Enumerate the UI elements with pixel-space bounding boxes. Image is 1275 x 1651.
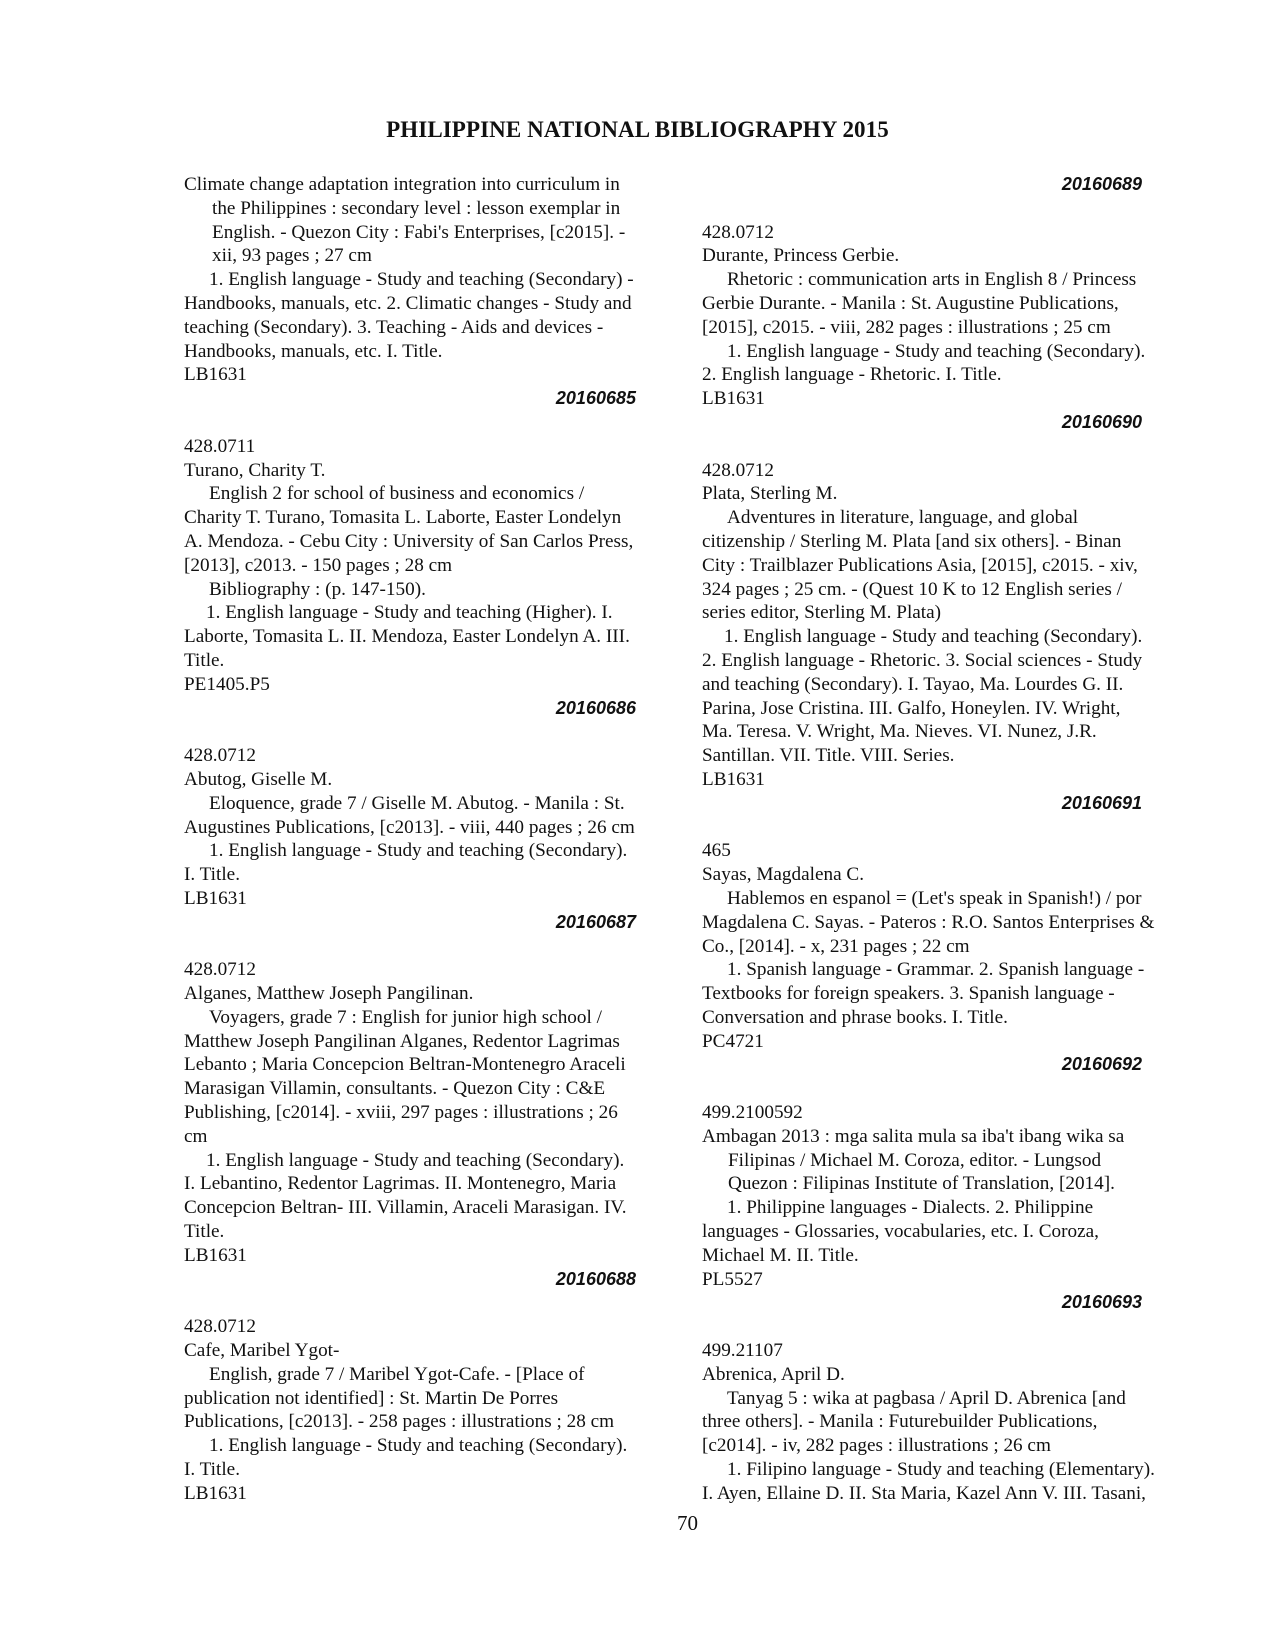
entry-line: languages - Glossaries, vocabularies, etc. I. Coroza, [702,1221,1099,1243]
entry-line: Filipinas / Michael M. Coroza, editor. - Lungsod [728,1149,1102,1171]
entry-line: Parina, Jose Cristina. III. Galfo, Honeylen. IV. Wright, [702,697,1121,719]
entry-line: Handbooks, manuals, etc. I. Title. [184,340,443,362]
entry-line: I. Lebantino, Redentor Lagrimas. II. Montenegro, Maria [184,1173,617,1195]
entry-line: Climate change adaptation integration into curriculum in [184,174,620,195]
bibliographic-entry [702,839,1194,1077]
bibliographic-entry [702,1339,1194,1506]
accession-number: 20160693 [1061,1292,1142,1313]
entry-line: series editor, Sterling M. Plata) [702,602,942,624]
entry-line: Tanyag 5 : wika at pagbasa / April D. Abrenica [and [727,1387,1126,1409]
left-column [184,173,674,1506]
author-heading: Abrenica, April D. [702,1363,845,1385]
entry-line: Santillan. VII. Title. VIII. Series. [702,745,955,767]
entry-line: I. Title. [184,864,240,886]
entry-line: Handbooks, manuals, etc. 2. Climatic changes - Study and [184,292,632,314]
entry-line: 1. Filipino language - Study and teaching (Elementary). [727,1459,1155,1481]
entry-line: 1. Spanish language - Grammar. 2. Spanish language - [727,959,1145,981]
bibliographic-entry [702,221,1194,435]
entry-line: 1. Philippine languages - Dialects. 2. Philippine [727,1197,1094,1219]
entry-line: Title. [184,649,225,671]
entry-line: English 2 for school of business and economics / [209,483,585,505]
entry-line: [2013], c2013. - 150 pages ; 28 cm [184,554,453,576]
entry-line: [c2014]. - iv, 282 pages : illustrations ; 26 cm [702,1435,1051,1457]
accession-number: 20160691 [1061,792,1142,813]
entry-line: Adventures in literature, language, and global [727,507,1079,529]
author-heading: Sayas, Magdalena C. [702,864,864,886]
entry-line: Publishing, [c2014]. - xviii, 297 pages : illustrations ; 26 [184,1102,618,1124]
entry-line: 2. English language - Rhetoric. I. Title. [702,364,1002,386]
entry-line: 1. English language - Study and teaching (Secondary). [209,840,628,862]
entry-line: 1. English language - Study and teaching (Secondary). [727,340,1146,362]
accession-number: 20160692 [1061,1054,1142,1075]
bibliographic-entry [184,173,674,411]
entry-line: Charity T. Turano, Tomasita L. Laborte, Easter Londelyn [184,507,622,529]
entry-line: three others]. - Manila : Futurebuilder Publications, [702,1411,1098,1433]
bibliographic-entry [702,1101,1194,1315]
entry-line: Conversation and phrase books. I. Title. [702,1006,1008,1028]
classification-number: 428.0712 [184,745,256,767]
author-heading: Abutog, Giselle M. [184,768,333,790]
call-number: LB1631 [184,887,247,909]
classification-number: 428.0711 [184,435,256,457]
entry-line: Textbooks for foreign speakers. 3. Spanish language - [702,983,1115,1005]
entry-line: 1. English language - Study and teaching (Secondary). [209,1435,628,1457]
entry-line: City : Trailblazer Publications Asia, [2015], c2015. - xiv, [702,554,1138,576]
author-heading: Cafe, Maribel Ygot- [184,1340,340,1362]
entry-line: Co., [2014]. - x, 231 pages ; 22 cm [702,935,970,957]
entry-line: Lebanto ; Maria Concepcion Beltran-Montenegro Araceli [184,1054,626,1076]
entry-line: Quezon : Filipinas Institute of Translation, [2014]. [728,1173,1115,1195]
entry-line: Eloquence, grade 7 / Giselle M. Abutog. - Manila : St. [209,792,625,814]
entry-line: xii, 93 pages ; 27 cm [212,245,372,267]
entry-line: citizenship / Sterling M. Plata [and six others]. - Binan [702,530,1122,552]
call-number: LB1631 [702,768,765,790]
call-number: LB1631 [184,364,247,386]
classification-number: 428.0712 [184,959,256,981]
classification-number: 465 [702,840,731,862]
bibliographic-entry [702,459,1194,816]
entry-line: Gerbie Durante. - Manila : St. Augustine Publications, [702,292,1119,314]
right-column [702,173,1194,1506]
entry-line: A. Mendoza. - Cebu City : University of San Carlos Press, [184,530,634,552]
accession-number: 20160685 [555,388,636,409]
author-heading: Alganes, Matthew Joseph Pangilinan. [184,983,474,1005]
call-number: LB1631 [184,1244,247,1266]
entry-line: 1. English language - Study and teaching (Secondary). [206,1149,625,1171]
call-number: PL5527 [702,1268,763,1290]
title-heading: Ambagan 2013 : mga salita mula sa iba't ibang wika sa [702,1125,1125,1147]
bibliographic-entry [184,958,674,1291]
entry-line: Marasigan Villamin, consultants. - Quezon City : C&E [184,1078,606,1100]
page-number: 70 [677,1511,698,1535]
accession-number: 20160688 [555,1268,636,1289]
entry-line: Magdalena C. Sayas. - Pateros : R.O. Santos Enterprises & [702,911,1155,933]
accession-number: 20160686 [555,697,636,718]
entry-line: Bibliography : (p. 147-150). [209,578,426,600]
entry-line: 1. English language - Study and teaching (Secondary) - [209,269,634,291]
author-heading: Plata, Sterling M. [702,483,838,505]
entry-line: Laborte, Tomasita L. II. Mendoza, Easter Londelyn A. III. [184,626,630,648]
entry-line: Hablemos en espanol = (Let's speak in Spanish!) / por [727,887,1142,909]
entry-line: cm [184,1125,208,1147]
bibliographic-entry [184,744,674,934]
accession-number: 20160687 [555,911,636,932]
entry-line: English, grade 7 / Maribel Ygot-Cafe. - [Place of [209,1363,585,1385]
author-heading: Durante, Princess Gerbie. [702,245,900,267]
classification-number: 499.21107 [702,1340,783,1362]
bibliographic-entry [184,435,674,721]
entry-line: publication not identified] : St. Martin De Porres [184,1387,559,1409]
call-number: PC4721 [702,1030,764,1052]
entry-line: 1. English language - Study and teaching (Secondary). [724,626,1143,648]
entry-line: I. Ayen, Ellaine D. II. Sta Maria, Kazel Ann V. III. Tasani, [702,1482,1146,1504]
author-heading: Turano, Charity T. [184,459,326,481]
call-number: LB1631 [184,1482,247,1504]
entry-line: Title. [184,1221,225,1243]
accession-number: 20160689 [1061,174,1142,194]
entry-line: teaching (Secondary). 3. Teaching - Aids and devices - [184,316,604,338]
entry-line: Voyagers, grade 7 : English for junior high school / [209,1006,602,1028]
entry-line: English. - Quezon City : Fabi's Enterprises, [c2015]. - [212,221,626,243]
entry-line: [2015], c2015. - viii, 282 pages : illustrations ; 25 cm [702,316,1111,338]
entry-line: 2. English language - Rhetoric. 3. Social sciences - Study [702,649,1143,671]
entry-line: Rhetoric : communication arts in English 8 / Princess [727,269,1137,291]
page-title: PHILIPPINE NATIONAL BIBLIOGRAPHY 2015 [386,117,889,142]
entry-line: Publications, [c2013]. - 258 pages : illustrations ; 28 cm [184,1411,615,1433]
accession-number: 20160690 [1061,411,1142,432]
entry-line: Michael M. II. Title. [702,1244,859,1266]
call-number: PE1405.P5 [184,673,270,695]
entry-line: and teaching (Secondary). I. Tayao, Ma. Lourdes G. II. [702,673,1124,695]
bibliographic-entry [184,1315,674,1505]
entry-line: Augustines Publications, [c2013]. - viii, 440 pages ; 26 cm [184,816,635,838]
classification-number: 428.0712 [702,221,774,243]
call-number: LB1631 [702,388,765,410]
entry-line: Concepcion Beltran- III. Villamin, Araceli Marasigan. IV. [184,1197,627,1219]
classification-number: 428.0712 [702,459,774,481]
entry-line: 324 pages ; 25 cm. - (Quest 10 K to 12 English series / [702,578,1122,600]
entry-line: 1. English language - Study and teaching (Higher). I. [206,602,613,624]
entry-line: the Philippines : secondary level : lesson exemplar in [212,197,621,219]
entry-line: I. Title. [184,1459,240,1481]
classification-number: 499.2100592 [702,1102,803,1124]
classification-number: 428.0712 [184,1316,256,1338]
entry-line: Ma. Teresa. V. Wright, Ma. Nieves. VI. Nunez, J.R. [702,721,1097,743]
entry-line: Matthew Joseph Pangilinan Alganes, Redentor Lagrimas [184,1030,620,1052]
